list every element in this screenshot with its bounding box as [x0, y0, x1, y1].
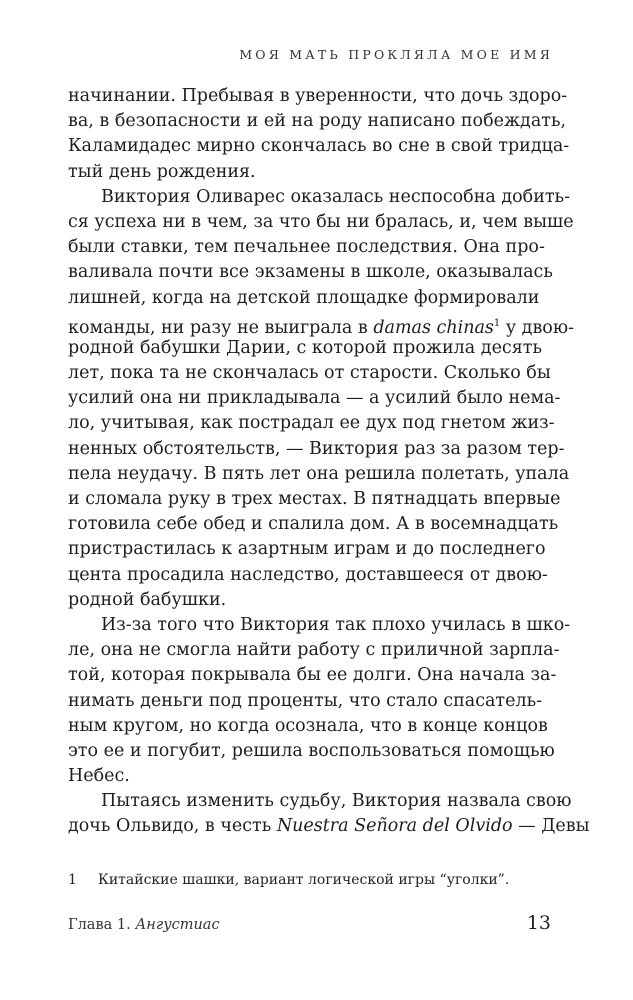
text-line: ным кругом, но когда осознала, что в конце концов	[68, 715, 548, 736]
text-line: это ее и погубит, решила воспользоваться помощью	[68, 740, 555, 761]
text-segment: команды, ни разу не выиграла в	[68, 317, 374, 338]
text-line: пристрастилась к азартным играм и до последнего	[68, 539, 546, 560]
text-line: ва, в безопасности и ей на роду написано побеждать,	[68, 111, 567, 132]
text-line: готовила себе обед и спалила дом. А в восемнадцать	[68, 514, 559, 535]
chapter-footer	[68, 917, 220, 933]
text-segment: — Девы	[512, 816, 590, 837]
text-line: Виктория Оливарес оказалась неспособна добить-	[101, 186, 570, 207]
text-line: Из-за того что Виктория так плохо училась в шко-	[101, 614, 571, 635]
text-line: ся успеха ни в чем, за что бы ни бралась, и, чем выше	[68, 211, 574, 232]
page-number: 13	[526, 912, 551, 934]
footnote	[68, 872, 509, 888]
footnote-number: 1	[68, 872, 77, 888]
footnote-text: Китайские шашки, вариант логической игры “уголки”.	[98, 872, 510, 888]
text-line: ненных обстоятельств, — Виктория раз за разом тер-	[68, 438, 565, 459]
text-line: родной бабушки.	[68, 589, 227, 610]
text-line: Каламидадес мирно скончалась во сне в свой тридца-	[68, 136, 570, 157]
chapter-name: Ангустиас	[135, 917, 220, 933]
text-line: той, которая покрывала бы ее долги. Она начала за-	[68, 665, 557, 686]
text-line	[68, 311, 590, 336]
text-line: цента просадила наследство, доставшееся от двою-	[68, 564, 548, 585]
text-line: и сломала руку в трех местах. В пятнадцать впервые	[68, 489, 561, 509]
text-line: лет, пока та не скончалась от старости. Сколько бы	[68, 363, 551, 384]
text-line: лишней, когда на детской площадке формировали	[68, 287, 540, 308]
text-line: усилий она ни прикладывала — а усилий было нема-	[68, 388, 561, 409]
text-line: пела неудачу. В пять лет она решила полетать, упала	[68, 463, 570, 484]
text-line: были ставки, тем печальнее последствия. Она про-	[68, 237, 545, 258]
running-head: МОЯ МАТЬ ПРОКЛЯЛА МОЕ ИМЯ	[239, 47, 553, 62]
italic-term: Nuestra Señora del Olvido	[276, 816, 513, 837]
text-line: начинании. Пребывая в уверенности, что дочь здоро-	[68, 86, 568, 106]
chapter-label: Глава 1.	[68, 917, 136, 933]
text-segment: у двою-	[500, 317, 574, 338]
italic-term: damas chinas	[373, 317, 494, 338]
text-line: Небес.	[68, 766, 130, 787]
text-line	[68, 814, 590, 839]
footnote-ref: 1	[493, 317, 501, 329]
text-line: тый день рождения.	[68, 161, 256, 182]
text-line: Пытаясь изменить судьбу, Виктория назвала свою	[101, 791, 572, 812]
text-line: ле, она не смогла найти работу с приличной зарпла-	[68, 640, 560, 661]
body-text	[68, 84, 590, 840]
text-line: валивала почти все экзамены в школе, оказывалась	[68, 262, 553, 283]
text-line: родной бабушки Дарии, с которой прожила десять	[68, 337, 542, 358]
text-segment: дочь Ольвидо, в честь	[68, 816, 277, 837]
text-line: нимать деньги под проценты, что стало спасатель-	[68, 690, 543, 711]
text-line: ло, учитывая, как пострадал ее дух под гнетом жиз-	[68, 413, 555, 434]
